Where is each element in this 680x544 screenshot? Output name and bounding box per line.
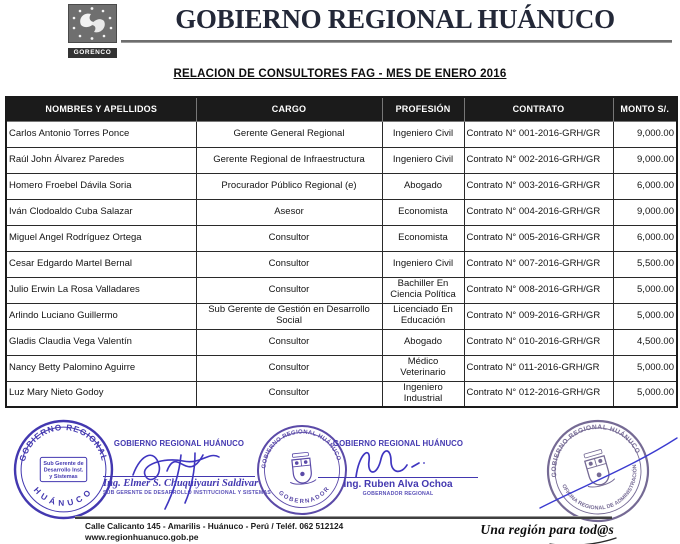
cell-cargo: Consultor xyxy=(196,251,382,277)
signature-block-gobernador xyxy=(318,439,478,509)
stamp-arc-bottom-text: OFICINA REGIONAL DE ADMINISTRACIÓN xyxy=(560,463,639,512)
stamp-center-line2: Desarrollo Inst. xyxy=(43,467,84,474)
cell-nombre: Cesar Edgardo Martel Bernal xyxy=(6,251,196,277)
table-row xyxy=(6,303,677,329)
cell-cargo: Procurador Público Regional (e) xyxy=(196,173,382,199)
cell-profesion: Bachiller En Ciencia Política xyxy=(382,277,464,303)
signature-name: Ing. Ruben Alva Ochoa xyxy=(343,479,453,490)
document-subtitle: RELACION DE CONSULTORES FAG - MES DE ENERO 2016 xyxy=(173,68,507,80)
cell-profesion: Economista xyxy=(382,199,464,225)
cell-monto: 4,500.00 xyxy=(613,329,677,355)
cell-profesion: Economista xyxy=(382,225,464,251)
cell-profesion: Ingeniero Civil xyxy=(382,147,464,173)
cell-nombre: Iván Clodoaldo Cuba Salazar xyxy=(6,199,196,225)
slogan-underline-swoosh-icon xyxy=(548,537,618,544)
cell-contrato: Contrato N° 002-2016-GRH/GR xyxy=(464,147,613,173)
cell-monto: 5,000.00 xyxy=(613,381,677,407)
table-row xyxy=(6,225,677,251)
table-row xyxy=(6,329,677,355)
col-header-cargo: CARGO xyxy=(196,97,382,121)
stamp-arc-bottom-text: HUÁNUCO xyxy=(31,485,96,508)
col-header-contrato: CONTRATO xyxy=(464,97,613,121)
footer-address-block xyxy=(85,521,343,543)
table-row xyxy=(6,147,677,173)
cell-monto: 6,000.00 xyxy=(613,173,677,199)
cell-nombre: Gladis Claudia Vega Valentín xyxy=(6,329,196,355)
cell-monto: 5,000.00 xyxy=(613,355,677,381)
cell-contrato: Contrato N° 007-2016-GRH/GR xyxy=(464,251,613,277)
cell-cargo: Asesor xyxy=(196,199,382,225)
col-header-nombres: NOMBRES Y APELLIDOS xyxy=(6,97,196,121)
cell-contrato: Contrato N° 009-2016-GRH/GR xyxy=(464,303,613,329)
cell-contrato: Contrato N° 008-2016-GRH/GR xyxy=(464,277,613,303)
svg-text:OFICINA REGIONAL DE ADMINISTRA xyxy=(560,463,648,521)
signature-line xyxy=(318,477,478,478)
gorenco-emblem-icon xyxy=(68,4,117,43)
signature-line xyxy=(103,476,255,477)
signature-org-label: GOBIERNO REGIONAL HUÁNUCO xyxy=(332,439,464,448)
footer-divider xyxy=(75,516,612,519)
cell-monto: 9,000.00 xyxy=(613,199,677,225)
cell-cargo: Consultor xyxy=(196,381,382,407)
cell-contrato: Contrato N° 001-2016-GRH/GR xyxy=(464,121,613,147)
table-row xyxy=(6,277,677,303)
footer-address-line: Calle Calicanto 145 - Amarilis - Huánuco - Perú / Teléf. 062 512124 xyxy=(85,521,344,531)
cell-monto: 9,000.00 xyxy=(613,147,677,173)
signature-block-sub-gerente xyxy=(103,439,271,509)
cell-nombre: Nancy Betty Palomino Aguirre xyxy=(6,355,196,381)
table-row xyxy=(6,355,677,381)
peru-coat-of-arms-icon xyxy=(579,448,616,489)
cell-contrato: Contrato N° 010-2016-GRH/GR xyxy=(464,329,613,355)
signature-role: GOBERNADOR REGIONAL xyxy=(362,491,434,497)
cell-nombre: Miguel Angel Rodríguez Ortega xyxy=(6,225,196,251)
cell-cargo: Sub Gerente de Gestión en Desarrollo Social xyxy=(196,303,382,329)
cell-cargo: Consultor xyxy=(196,329,382,355)
cell-contrato: Contrato N° 011-2016-GRH/GR xyxy=(464,355,613,381)
table-row xyxy=(6,173,677,199)
peru-coat-of-arms-icon xyxy=(287,452,316,486)
round-seal-icon xyxy=(13,419,114,520)
cell-nombre: Raúl John Álvarez Paredes xyxy=(6,147,196,173)
signature-name: Ing. Elmer S. Chuquiyauri Saldivar xyxy=(103,478,259,489)
cell-monto: 9,000.00 xyxy=(613,121,677,147)
cell-contrato: Contrato N° 005-2016-GRH/GR xyxy=(464,225,613,251)
stamp-arc-top-text: GOBIERNO REGIONAL HUÁNUCO xyxy=(261,429,342,469)
cell-nombre: Luz Mary Nieto Godoy xyxy=(6,381,196,407)
signature-org-label: GOBIERNO REGIONAL HUÁNUCO xyxy=(113,439,245,448)
cell-nombre: Homero Froebel Dávila Soria xyxy=(6,173,196,199)
cell-profesion: Ingeniero Civil xyxy=(382,251,464,277)
cell-contrato: Contrato N° 012-2016-GRH/GR xyxy=(464,381,613,407)
stamp-center-line3: y Sistemas xyxy=(49,474,78,481)
table-row xyxy=(6,381,677,407)
cell-monto: 6,000.00 xyxy=(613,225,677,251)
footer-slogan: Una región para tod@s xyxy=(480,522,614,537)
cell-profesion: Abogado xyxy=(382,329,464,355)
cell-profesion: Ingeniero Industrial xyxy=(382,381,464,407)
page-title: GOBIERNO REGIONAL HUÁNUCO xyxy=(175,4,615,34)
cell-monto: 5,000.00 xyxy=(613,277,677,303)
col-header-profesion: PROFESIÓN xyxy=(382,97,464,121)
cell-profesion: Abogado xyxy=(382,173,464,199)
consultants-table xyxy=(5,96,678,408)
cell-cargo: Gerente Regional de Infraestructura xyxy=(196,147,382,173)
cell-cargo: Consultor xyxy=(196,277,382,303)
table-header-row xyxy=(6,97,677,121)
signature-role: SUB GERENTE DE DESARROLLO INSTITUCIONAL Y SISTEMAS xyxy=(103,490,271,496)
cell-profesion: Médico Veterinario xyxy=(382,355,464,381)
cell-cargo: Gerente General Regional xyxy=(196,121,382,147)
col-header-monto: MONTO S/. xyxy=(613,97,677,121)
table-row xyxy=(6,251,677,277)
footer-website: www.regionhuanuco.gob.pe xyxy=(85,531,199,542)
svg-text:HUÁNUCO xyxy=(32,485,96,507)
cell-contrato: Contrato N° 004-2016-GRH/GR xyxy=(464,199,613,225)
gorenco-logo-label: GORENCO xyxy=(68,48,117,58)
stamp-arc-top-text: GOBIERNO REGIONAL HUÁNUCO xyxy=(550,423,642,478)
gorenco-logo xyxy=(68,4,117,58)
stamp-arc-top-text: GOBIERNO REGIONAL xyxy=(17,422,110,463)
cell-profesion: Ingeniero Civil xyxy=(382,121,464,147)
cell-contrato: Contrato N° 003-2016-GRH/GR xyxy=(464,173,613,199)
stamp-arc-bottom-text: GOBERNADOR xyxy=(277,485,332,506)
cell-monto: 5,000.00 xyxy=(613,303,677,329)
cell-nombre: Julio Erwin La Rosa Valladares xyxy=(6,277,196,303)
stamp-sub-gerencia-seal xyxy=(13,419,114,520)
cell-cargo: Consultor xyxy=(196,225,382,251)
title-divider xyxy=(121,40,672,43)
cell-nombre: Arlindo Luciano Guillermo xyxy=(6,303,196,329)
cell-cargo: Consultor xyxy=(196,355,382,381)
table-row xyxy=(6,199,677,225)
table-row xyxy=(6,121,677,147)
cell-monto: 5,500.00 xyxy=(613,251,677,277)
stamp-center-line1: Sub Gerente de xyxy=(43,460,84,467)
cell-profesion: Licenciado En Educación xyxy=(382,303,464,329)
svg-text:GOBIERNO REGIONAL xyxy=(18,423,109,462)
cell-nombre: Carlos Antonio Torres Ponce xyxy=(6,121,196,147)
